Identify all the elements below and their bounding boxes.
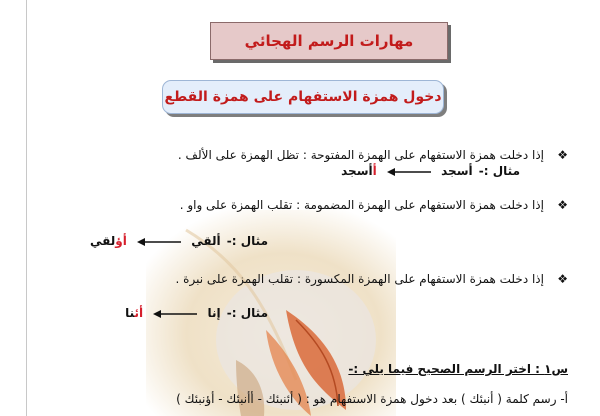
question-heading: س١ : اختر الرسم الصحيح فيما يلي :- (348, 362, 568, 376)
document-page (26, 0, 586, 416)
subtitle-banner (162, 80, 444, 114)
example-from: ألقي (191, 234, 221, 248)
page-edge (26, 0, 27, 416)
page-subtitle: دخول همزة الاستفهام على همزة القطع (164, 89, 442, 105)
example-to: أئنا (125, 306, 144, 320)
left-arrow-icon (153, 309, 197, 319)
left-arrow-icon (137, 237, 181, 247)
diamond-bullet-icon: ❖ (557, 198, 568, 212)
rule-3 (176, 272, 568, 286)
example-from: أسجد (441, 164, 473, 178)
example-label: مثال :- (478, 164, 520, 178)
diamond-bullet-icon: ❖ (557, 272, 568, 286)
example-to: أؤلقي (89, 234, 127, 248)
rule-1-text: إذا دخلت همزة الاستفهام على الهمزة المفتوحة : تظل الهمزة على الألف . (177, 148, 544, 162)
rule-2-text: إذا دخلت همزة الاستفهام على الهمزة المضمومة : تقلب الهمزة على واو . (179, 198, 544, 212)
question-item-a: أ- رسم كلمة ( أنبئك ) بعد دخول همزة الاستفهام هو : ( أئنبئك - أأنبئك - أؤنبئك ) (176, 392, 568, 406)
page-title: مهارات الرسم الهجائي (244, 32, 414, 50)
example-3 (125, 306, 268, 320)
title-banner (210, 22, 448, 60)
example-to: أأسجد (341, 164, 377, 178)
diamond-bullet-icon: ❖ (557, 148, 568, 162)
left-arrow-icon (387, 167, 431, 177)
rule-3-text: إذا دخلت همزة الاستفهام على الهمزة المكسورة : تقلب الهمزة على نبرة . (175, 272, 544, 286)
example-label: مثال :- (226, 234, 268, 248)
example-1 (341, 164, 520, 178)
example-from: إنا (207, 306, 221, 320)
example-label: مثال :- (226, 306, 268, 320)
rule-1 (178, 148, 568, 162)
example-2 (90, 234, 268, 248)
rule-2 (180, 198, 568, 212)
